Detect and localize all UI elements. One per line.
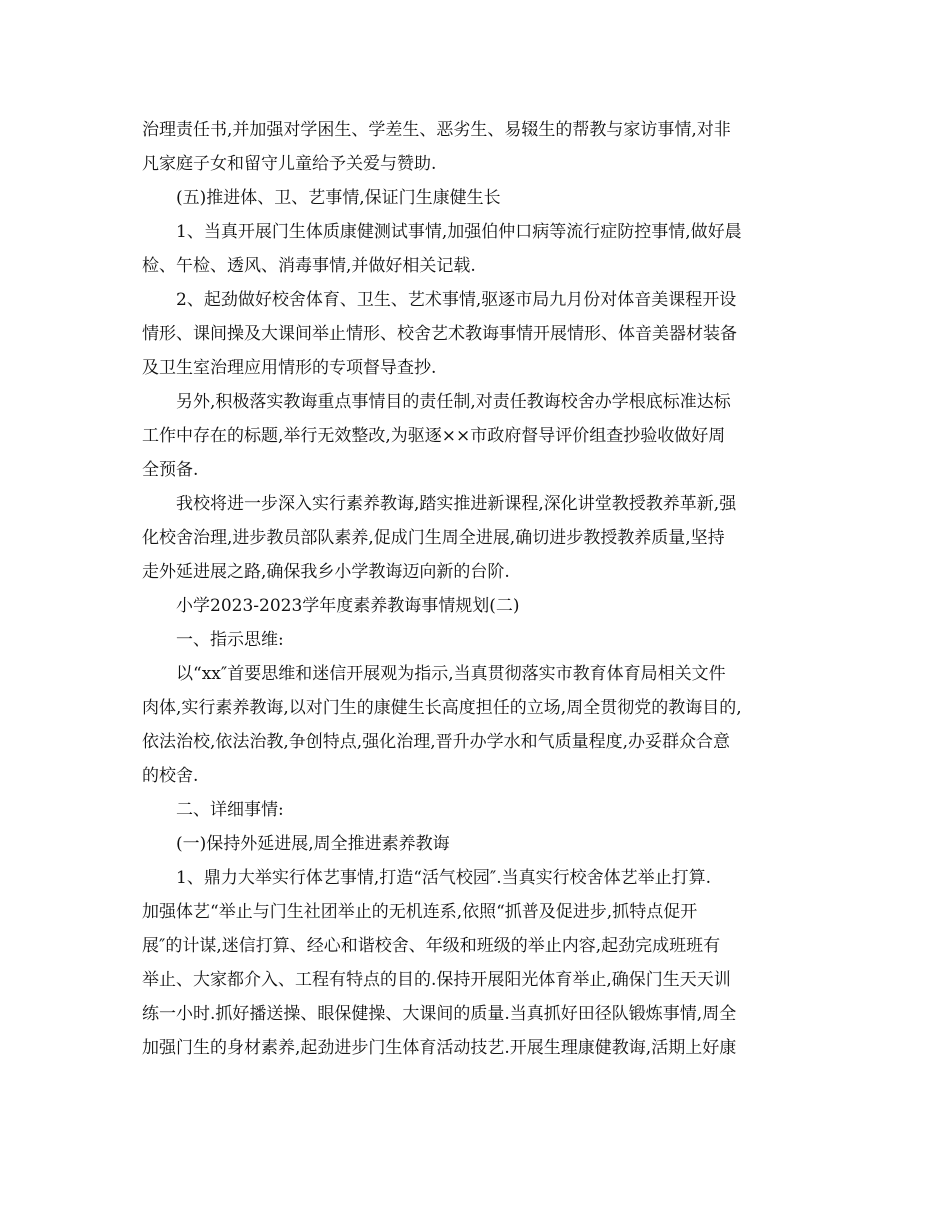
text-line: 举止、大家都介入、工程有特点的目的.保持开展阳光体育举止,确保门生天天训: [142, 970, 731, 990]
text-line: 加强门生的身材素养,起劲进步门生体育活动技艺.开展生理康健教诲,活期上好康: [142, 1038, 737, 1058]
text-line: (五)推进体、卫、艺事情,保证门生康健生长: [176, 188, 501, 208]
text-line: 展″的计谋,迷信打算、经心和谐校舍、年级和班级的举止内容,起劲完成班班有: [142, 936, 721, 956]
text-line: 二、详细事情:: [176, 800, 284, 820]
text-line: 2、起劲做好校舍体育、卫生、艺术事情,驱逐市局九月份对体音美课程开设: [176, 290, 737, 310]
document-page: [142, 113, 814, 1065]
text-line: 检、午检、透风、消毒事情,并做好相关记载.: [142, 256, 476, 276]
text-line: 及卫生室治理应用情形的专项督导查抄.: [142, 358, 437, 378]
text-line: 以“xx″首要思维和迷信开展观为指示,当真贯彻落实市教育体育局相关文件: [176, 664, 726, 684]
text-line: 1、当真开展门生体质康健测试事情,加强伯仲口病等流行症防控事情,做好晨: [176, 222, 742, 242]
text-line: 加强体艺“举止与门生社团举止的无机连系,依照“抓普及促进步,抓特点促开: [142, 902, 698, 922]
text-line: 依法治校,依法治教,争创特点,强化治理,晋升办学水和气质量程度,办妥群众合意: [142, 732, 731, 752]
text-line: 1、鼎力大举实行体艺事情,打造“活气校园″.当真实行校舍体艺举止打算.: [176, 868, 712, 888]
text-line: 全预备.: [142, 460, 199, 480]
text-line: 的校舍.: [142, 766, 199, 786]
text-line: 化校舍治理,进步教员部队素养,促成门生周全进展,确切进步教授教养质量,坚持: [142, 528, 725, 548]
text-line: 我校将进一步深入实行素养教诲,踏实推进新课程,深化讲堂教授教养革新,强: [176, 494, 737, 514]
text-line: 另外,积极落实教诲重点事情目的责任制,对责任教诲校舍办学根底标准达标: [176, 392, 731, 412]
text-line: 一、指示思维:: [176, 630, 284, 650]
text-line: 情形、课间操及大课间举止情形、校舍艺术教诲事情开展情形、体音美器材装备: [142, 324, 737, 344]
text-line: 凡家庭子女和留守儿童给予关爱与赞助.: [142, 154, 437, 174]
text-line: (一)保持外延进展,周全推进素养教诲: [176, 834, 450, 854]
text-line: 工作中存在的标题,举行无效整改,为驱逐××市政府督导评价组查抄验收做好周: [142, 426, 726, 446]
text-line: 练一小时.抓好播送操、眼保健操、大课间的质量.当真抓好田径队锻炼事情,周全: [142, 1004, 737, 1024]
text-line: 走外延进展之路,确保我乡小学教诲迈向新的台阶.: [142, 562, 510, 582]
text-line: 治理责任书,并加强对学困生、学差生、恶劣生、易辍生的帮教与家访事情,对非: [142, 120, 731, 140]
text-line: 肉体,实行素养教诲,以对门生的康健生长高度担任的立场,周全贯彻党的教诲目的,: [142, 698, 742, 718]
text-line: 小学2023-2023学年度素养教诲事情规划(二): [176, 596, 520, 616]
